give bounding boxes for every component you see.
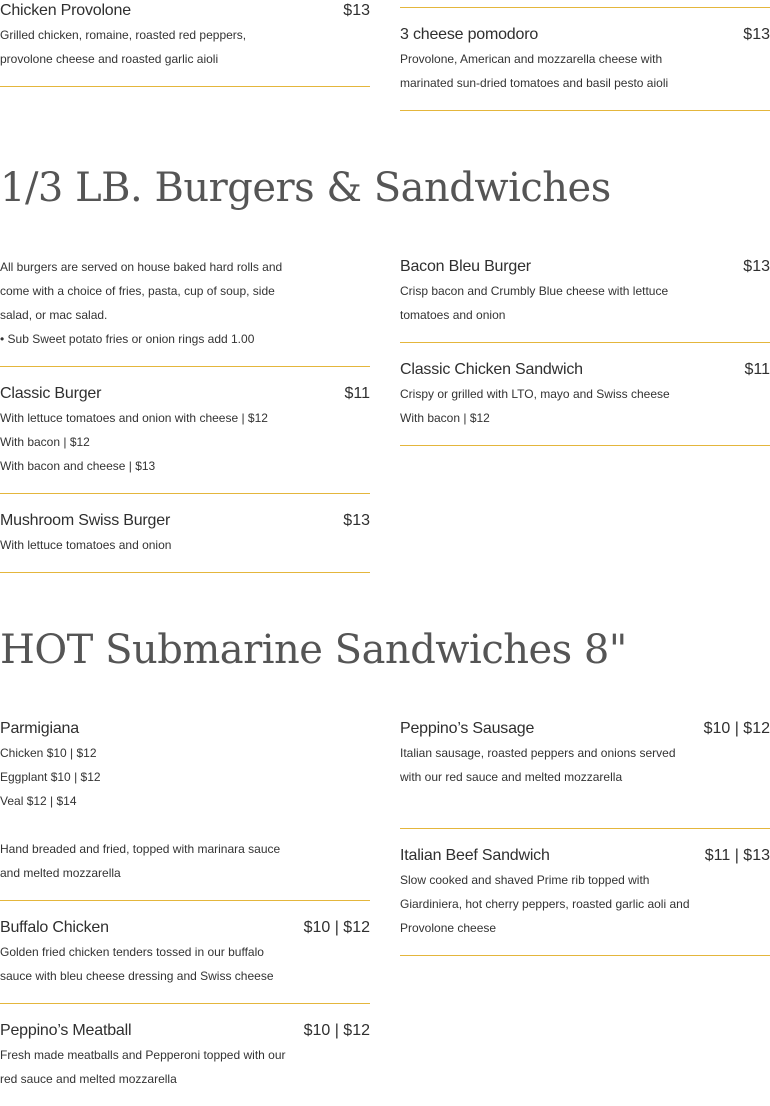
item-name: Classic Chicken Sandwich xyxy=(400,361,583,378)
menu-item xyxy=(0,509,370,573)
item-name: 3 cheese pomodoro xyxy=(400,26,539,43)
item-price: $13 xyxy=(743,258,770,275)
item-name: Chicken Provolone xyxy=(0,2,131,19)
item-price: $10 | $12 xyxy=(703,720,770,737)
intro-text xyxy=(0,255,300,351)
intro-line: come with a choice of fries, pasta, cup of soup, side xyxy=(0,284,275,298)
item-name: Parmigiana xyxy=(0,720,79,737)
item-description xyxy=(400,279,700,327)
item-description xyxy=(0,533,300,557)
description-line: tomatoes and onion xyxy=(400,308,506,322)
item-price: $13 xyxy=(343,2,370,19)
menu-item xyxy=(400,358,770,446)
description-line xyxy=(0,813,300,837)
item-description xyxy=(0,741,300,885)
description-line: Provolone cheese xyxy=(400,921,497,935)
description-line: marinated sun-dried tomatoes and basil pesto aioli xyxy=(400,76,669,90)
intro-line: salad, or mac salad. xyxy=(0,308,108,322)
menu-item xyxy=(400,255,770,343)
item-description xyxy=(0,940,300,988)
description-line: Slow cooked and shaved Prime rib topped with xyxy=(400,873,650,887)
description-line: Crispy or grilled with LTO, mayo and Swiss cheese xyxy=(400,387,670,401)
top-right-divider xyxy=(400,7,770,8)
menu-item xyxy=(400,717,770,829)
menu-item xyxy=(0,916,370,1004)
item-name: Peppino’s Meatball xyxy=(0,1022,132,1039)
description-line: Grilled chicken, romaine, roasted red peppers, xyxy=(0,28,247,42)
item-price: $13 xyxy=(743,26,770,43)
item-description xyxy=(0,1043,300,1091)
section-title-subs: HOT Submarine Sandwiches 8" xyxy=(0,627,627,673)
item-name: Italian Beef Sandwich xyxy=(400,847,550,864)
menu-column-burgers-left xyxy=(0,255,370,573)
description-line: red sauce and melted mozzarella xyxy=(0,1072,177,1086)
description-line: sauce with bleu cheese dressing and Swiss cheese xyxy=(0,969,274,983)
intro-line: All burgers are served on house baked hard rolls and xyxy=(0,260,283,274)
description-line: With lettuce tomatoes and onion with cheese | $12 xyxy=(0,411,268,425)
description-line: With lettuce tomatoes and onion xyxy=(0,538,172,552)
item-name: Peppino’s Sausage xyxy=(400,720,535,737)
item-description xyxy=(400,741,700,813)
menu-item xyxy=(0,0,370,87)
menu-column-top-left xyxy=(0,0,370,87)
item-name: Buffalo Chicken xyxy=(0,919,109,936)
intro-line: • Sub Sweet potato fries or onion rings add 1.00 xyxy=(0,332,255,346)
description-line: Giardiniera, hot cherry peppers, roasted garlic aoli and xyxy=(400,897,690,911)
description-line: Hand breaded and fried, topped with marinara sauce xyxy=(0,842,281,856)
menu-item xyxy=(0,1019,370,1106)
item-description xyxy=(400,868,700,940)
description-line: Eggplant $10 | $12 xyxy=(0,770,101,784)
item-price: $10 | $12 xyxy=(303,1022,370,1039)
item-description xyxy=(400,382,700,430)
menu-column-subs-right xyxy=(400,717,770,956)
description-line: Fresh made meatballs and Pepperoni topped with our xyxy=(0,1048,286,1062)
description-line: Crisp bacon and Crumbly Blue cheese with lettuce xyxy=(400,284,669,298)
menu-column-burgers-right xyxy=(400,255,770,446)
item-name: Classic Burger xyxy=(0,385,102,402)
description-line: provolone cheese and roasted garlic aioli xyxy=(0,52,219,66)
menu-column-top-right xyxy=(400,23,770,111)
description-line: With bacon | $12 xyxy=(0,435,90,449)
description-line: Chicken $10 | $12 xyxy=(0,746,97,760)
description-line xyxy=(400,789,700,813)
item-description xyxy=(0,23,300,71)
item-price: $11 xyxy=(344,385,370,402)
menu-column-subs-left xyxy=(0,717,370,1106)
menu-item xyxy=(0,382,370,494)
section-title-burgers: 1/3 LB. Burgers & Sandwiches xyxy=(0,165,611,211)
description-line: Italian sausage, roasted peppers and onions served xyxy=(400,746,676,760)
menu-item xyxy=(400,23,770,111)
description-line: and melted mozzarella xyxy=(0,866,121,880)
section-intro xyxy=(0,255,370,367)
menu-item xyxy=(0,717,370,901)
description-line: With bacon and cheese | $13 xyxy=(0,459,156,473)
description-line: Veal $12 | $14 xyxy=(0,794,77,808)
description-line: With bacon | $12 xyxy=(400,411,490,425)
item-name: Bacon Bleu Burger xyxy=(400,258,531,275)
item-price: $11 | $13 xyxy=(704,847,770,864)
item-name: Mushroom Swiss Burger xyxy=(0,512,171,529)
item-price: $13 xyxy=(343,512,370,529)
item-description xyxy=(0,406,300,478)
item-price: $11 xyxy=(744,361,770,378)
menu-item xyxy=(400,844,770,956)
description-line: Provolone, American and mozzarella cheese with xyxy=(400,52,663,66)
description-line: Golden fried chicken tenders tossed in our buffalo xyxy=(0,945,264,959)
item-description xyxy=(400,47,720,95)
description-line: with our red sauce and melted mozzarella xyxy=(400,770,623,784)
item-price: $10 | $12 xyxy=(303,919,370,936)
